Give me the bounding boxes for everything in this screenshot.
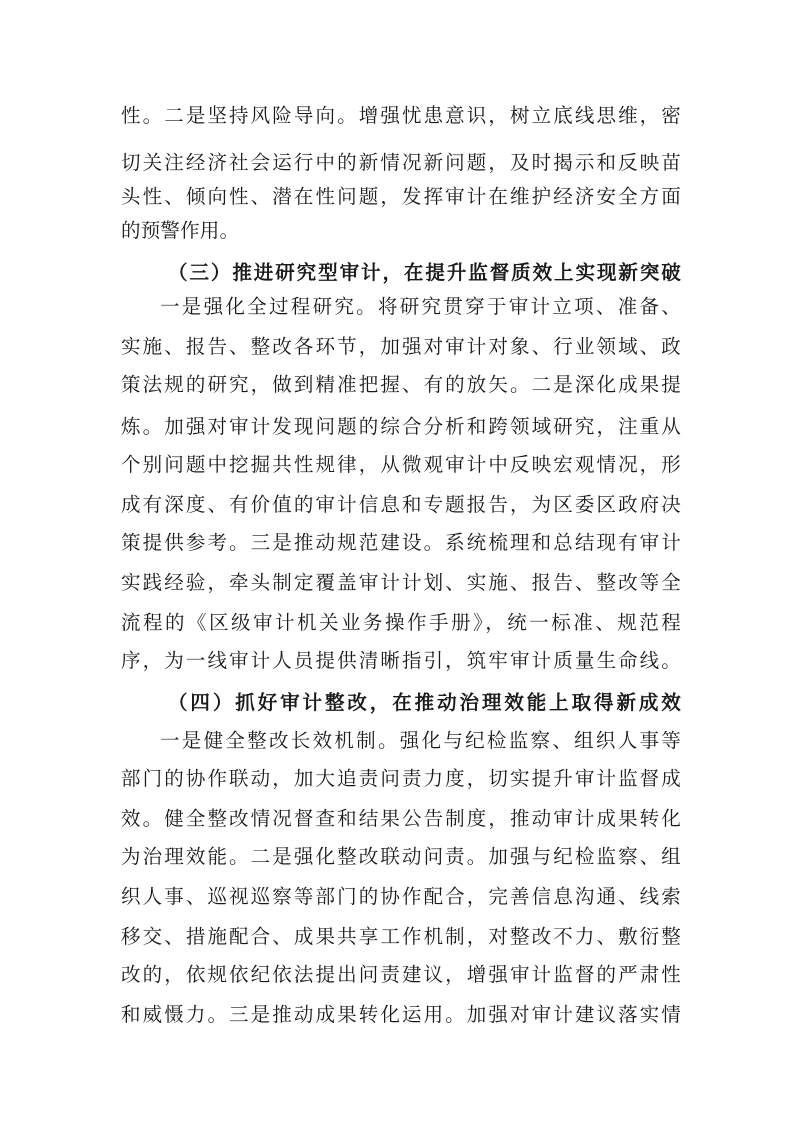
- body-text-line: 实践经验，牵头制定覆盖审计计划、实施、报告、整改等全: [121, 571, 681, 594]
- body-text-line: 策提供参考。三是推动规范建设。系统梳理和总结现有审计: [121, 531, 681, 554]
- body-text-line: 成有深度、有价值的审计信息和专题报告，为区委区政府决: [121, 493, 681, 516]
- body-text-line: 织人事、巡视巡察等部门的协作配合，完善信息沟通、线索: [121, 885, 681, 908]
- body-text-line: 策法规的研究，做到精准把握、有的放矢。二是深化成果提: [121, 373, 681, 396]
- body-text-line: 实施、报告、整改各环节，加强对审计对象、行业领域、政: [121, 335, 681, 358]
- body-text-line: 和威慑力。三是推动成果转化运用。加强对审计建议落实情: [121, 1003, 681, 1026]
- body-text-line: 个别问题中挖掘共性规律，从微观审计中反映宏观情况，形: [121, 453, 681, 476]
- body-text-line: 性。二是坚持风险导向。增强忧患意识，树立底线思维，密: [121, 104, 681, 127]
- body-text-line: 炼。加强对审计发现问题的综合分析和跨领域研究，注重从: [121, 415, 681, 438]
- body-text-line: 为治理效能。二是强化整改联动问责。加强与纪检监察、组: [121, 845, 681, 868]
- body-text-line: 一是强化全过程研究。将研究贯穿于审计立项、准备、: [160, 295, 681, 318]
- body-text-line: 流程的《区级审计机关业务操作手册》，统一标准、规范程: [121, 611, 681, 634]
- body-text-line: 头性、倾向性、潜在性问题，发挥审计在维护经济安全方面: [121, 185, 681, 208]
- body-text-line: 移交、措施配合、成果共享工作机制，对整改不力、敷衍整: [121, 925, 681, 948]
- body-text-line: 部门的协作联动，加大追责问责力度，切实提升审计监督成: [121, 767, 681, 790]
- body-text-line: 的预警作用。: [121, 219, 240, 242]
- body-text-line: 一是健全整改长效机制。强化与纪检监察、组织人事等: [160, 729, 681, 752]
- body-text-line: 切关注经济社会运行中的新情况新问题，及时揭示和反映苗: [121, 151, 681, 174]
- body-text-line: 序，为一线审计人员提供清晰指引，筑牢审计质量生命线。: [121, 649, 681, 672]
- section-heading-3: （三）推进研究型审计，在提升监督质效上实现新突破: [168, 261, 681, 284]
- section-heading-4: （四）抓好审计整改，在推动治理效能上取得新成效: [168, 691, 681, 714]
- body-text-line: 效。健全整改情况督查和结果公告制度，推动审计成果转化: [121, 807, 681, 830]
- body-text-line: 改的，依规依纪依法提出问责建议，增强审计监督的严肃性: [121, 963, 681, 986]
